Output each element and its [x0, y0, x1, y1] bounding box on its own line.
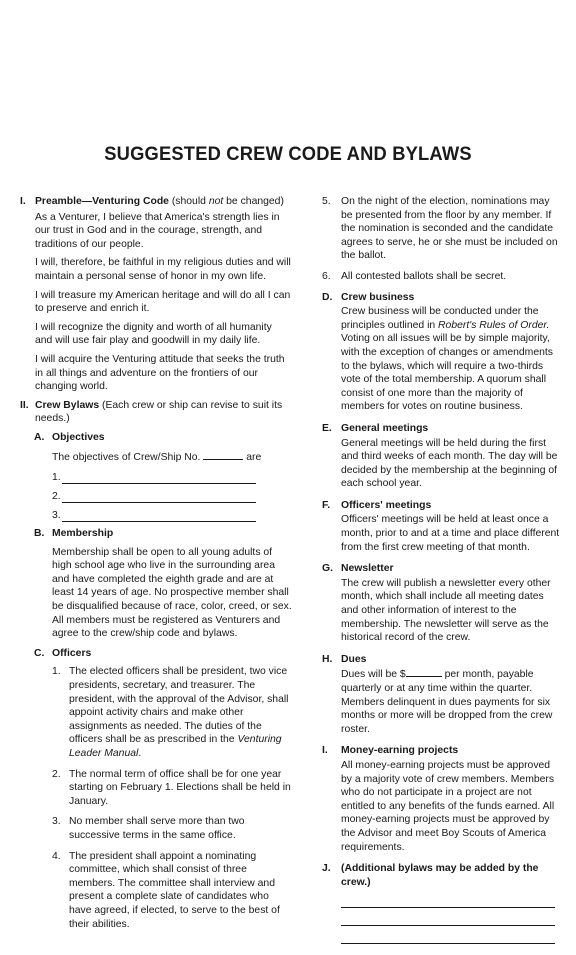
list-item	[52, 850, 292, 932]
subsection-title: General meetings	[341, 422, 429, 434]
subsection-title: Newsletter	[341, 563, 394, 575]
newsletter-text: The crew will publish a newsletter every other month, which shall include all meeting dates and other information of interest to the membership. The newsletter will serve as the historical record of the crew.	[341, 577, 551, 644]
preamble-paragraph: I will recognize the dignity and worth of all humanity and will use fair play and goodwill in my daily life.	[35, 321, 272, 347]
section-title-rest: (should	[168, 196, 209, 207]
additional-bylaw-blank-line[interactable]	[341, 890, 555, 908]
subsection-title: Officers' meetings	[341, 499, 432, 511]
section-bylaws-heading	[20, 399, 292, 426]
preamble-paragraph: I will treasure my American heritage and will do all I can to preserve and enrich it.	[35, 289, 291, 315]
subsection-title: Money-earning projects	[341, 745, 459, 757]
additional-bylaw-blank-line[interactable]	[341, 908, 555, 926]
money-earning-text: All money-earning projects must be approved by a majority vote of crew members. Members who do not participate in a project are not entitled to any benefits of the funds earned. All money-earning projects must be approved by the Advisor and meet Boy Scouts of America requirements.	[341, 759, 555, 853]
officers-list	[52, 665, 292, 931]
list-item-text: The president shall appoint a nominating committee, which shall consist of three members. The committee shall interview and present a complete slate of candidates who have agreed, if elected, to serve to the best of their abilities.	[69, 850, 280, 930]
subsection-letter: D.	[322, 291, 333, 303]
crew-business-text-before: Crew business will be conducted under the principles outlined in	[341, 306, 539, 331]
objectives-text-before: The objectives of Crew/Ship No.	[52, 451, 204, 463]
officers-list-continued	[322, 195, 562, 284]
subsection-letter: F.	[322, 499, 331, 511]
list-item-number: 5.	[322, 196, 331, 207]
section-number: II.	[20, 399, 29, 411]
list-item-text-after: .	[138, 748, 142, 759]
section-title-bold: Crew Bylaws	[35, 399, 100, 411]
subsection-title: Officers	[52, 647, 92, 659]
officers-meetings-heading	[322, 499, 562, 513]
objective-blank-line[interactable]	[62, 511, 256, 522]
additional-bylaw-blank-line[interactable]	[341, 926, 555, 944]
subsection-letter: I.	[322, 745, 328, 757]
objectives-text	[52, 450, 292, 465]
subsection-title: (Additional bylaws may be added by the crew.)	[341, 863, 539, 888]
crew-business-text-italic: Robert's Rules of Order.	[438, 319, 550, 331]
crew-business-heading	[322, 291, 562, 305]
preamble-paragraph: I will, therefore, be faithful in my religious duties and will maintain a personal sense of honor in my own life.	[35, 257, 291, 282]
list-item-text: On the night of the election, nominations may be presented from the floor by any member. If the nomination is seconded and the candidate agrees to serve, he or she must be included on the ballot.	[341, 196, 558, 262]
general-meetings-text: General meetings will be held during the first and third weeks of each month. The day will be decided by the membership at the beginning of each school year.	[341, 437, 558, 490]
list-item-number: 1.	[52, 666, 61, 678]
section-title	[35, 195, 292, 209]
crew-number-blank[interactable]	[203, 450, 243, 460]
objective-number: 3.	[52, 509, 61, 521]
subsection-letter: E.	[322, 422, 332, 434]
section-title-rest: (Each crew or ship can revise to suit its needs.)	[35, 399, 283, 425]
list-item	[52, 815, 292, 842]
list-item	[322, 270, 562, 284]
objective-item	[52, 489, 292, 503]
list-item-text	[69, 665, 292, 760]
list-item-text: The normal term of office shall be for one year starting on February 1. Elections shall be held in January.	[69, 768, 291, 807]
additional-bylaws-heading	[322, 862, 562, 889]
objective-blank-line[interactable]	[62, 473, 256, 484]
page-title: SUGGESTED CREW CODE AND BYLAWS	[104, 143, 472, 165]
dues-text-after: per month, payable quarterly or at any time within the quarter. Members delinquent in dues payments for six months or more will be dropped from the crew roster.	[341, 669, 553, 735]
membership-heading	[34, 527, 292, 541]
subsection-letter: B.	[34, 528, 45, 540]
subsection-letter: H.	[322, 653, 333, 665]
subsection-letter: G.	[322, 563, 333, 575]
list-item-text-main: The elected officers shall be president, two vice presidents, secretary, and treasurer. The president, with the approval of the Advisor, shall appoint activity chairs and make other assignments as needed. The duties of the officers shall be as prescribed in the	[69, 666, 289, 746]
list-item	[322, 195, 562, 263]
section-preamble-heading	[20, 195, 292, 209]
right-column	[322, 195, 562, 955]
section-number: I.	[20, 196, 26, 207]
list-item-number: 3.	[52, 816, 61, 828]
objectives-heading	[34, 431, 292, 445]
subsection-title: Objectives	[52, 431, 105, 443]
dues-heading	[322, 653, 562, 667]
subsection-title: Crew business	[341, 291, 415, 303]
objective-item	[52, 508, 292, 522]
subsection-title: Dues	[341, 653, 367, 665]
officers-meetings-text: Officers' meetings will be held at least once a month, prior to and at a time and place different from the first crew meeting of that month.	[341, 514, 560, 553]
section-title-italic: not	[208, 196, 224, 207]
objective-number: 1.	[52, 471, 61, 483]
list-item-number: 2.	[52, 768, 61, 780]
section-title	[35, 399, 292, 426]
list-item-number: 4.	[52, 850, 61, 862]
newsletter-heading	[322, 562, 562, 576]
membership-text: Membership shall be open to all young adults of high school age who live in the surrounding area and have completed the eighth grade and are at least 14 years of age. No prospective member shall be disqualified because of race, color, creed, or sex. All members must be registered as Venturers and agree to the crew/ship code and bylaws.	[52, 546, 292, 640]
left-column	[20, 195, 292, 938]
subsection-letter: C.	[34, 647, 45, 659]
additional-bylaws-lines	[341, 890, 562, 955]
preamble-paragraph: As a Venturer, I believe that America's strength lies in our trust in God and in the courage, strength, and traditions of our people.	[35, 211, 280, 250]
general-meetings-heading	[322, 422, 562, 436]
additional-bylaw-blank-line[interactable]	[341, 944, 555, 955]
subsection-letter: J.	[322, 863, 331, 875]
subsection-letter: A.	[34, 431, 45, 443]
objective-number: 2.	[52, 490, 61, 502]
section-title-rest-2: be changed)	[223, 196, 284, 207]
crew-business-text-after: Voting on all issues will be by simple majority, with the exception of changes or amendments to the bylaws, which will require a two-thirds vote of the total membership. A quorum shall consist of one more than the majority of members for votes on routine business.	[341, 333, 553, 413]
preamble-paragraph: I will acquire the Venturing attitude that seeks the truth in all things and adventure on the frontiers of our changing world.	[35, 353, 285, 393]
objectives-text-after: are	[243, 451, 262, 463]
list-item-text: All contested ballots shall be secret.	[341, 270, 507, 282]
crew-business-text	[341, 305, 562, 414]
list-item	[52, 665, 292, 760]
list-item-text-italic: Venturing Leader Manual	[69, 734, 282, 759]
list-item	[52, 768, 292, 809]
objective-item	[52, 470, 292, 484]
list-item-text: No member shall serve more than two successive terms in the same office.	[69, 816, 245, 841]
dues-amount-blank[interactable]	[406, 667, 442, 677]
dues-text-before: Dues will be $	[341, 669, 406, 681]
dues-text	[341, 667, 562, 736]
officers-heading	[34, 647, 292, 661]
section-title-bold: Preamble—Venturing Code	[35, 196, 169, 207]
list-item-number: 6.	[322, 270, 331, 282]
objective-blank-line[interactable]	[62, 492, 256, 503]
money-earning-heading	[322, 744, 562, 758]
subsection-title: Membership	[52, 528, 114, 540]
